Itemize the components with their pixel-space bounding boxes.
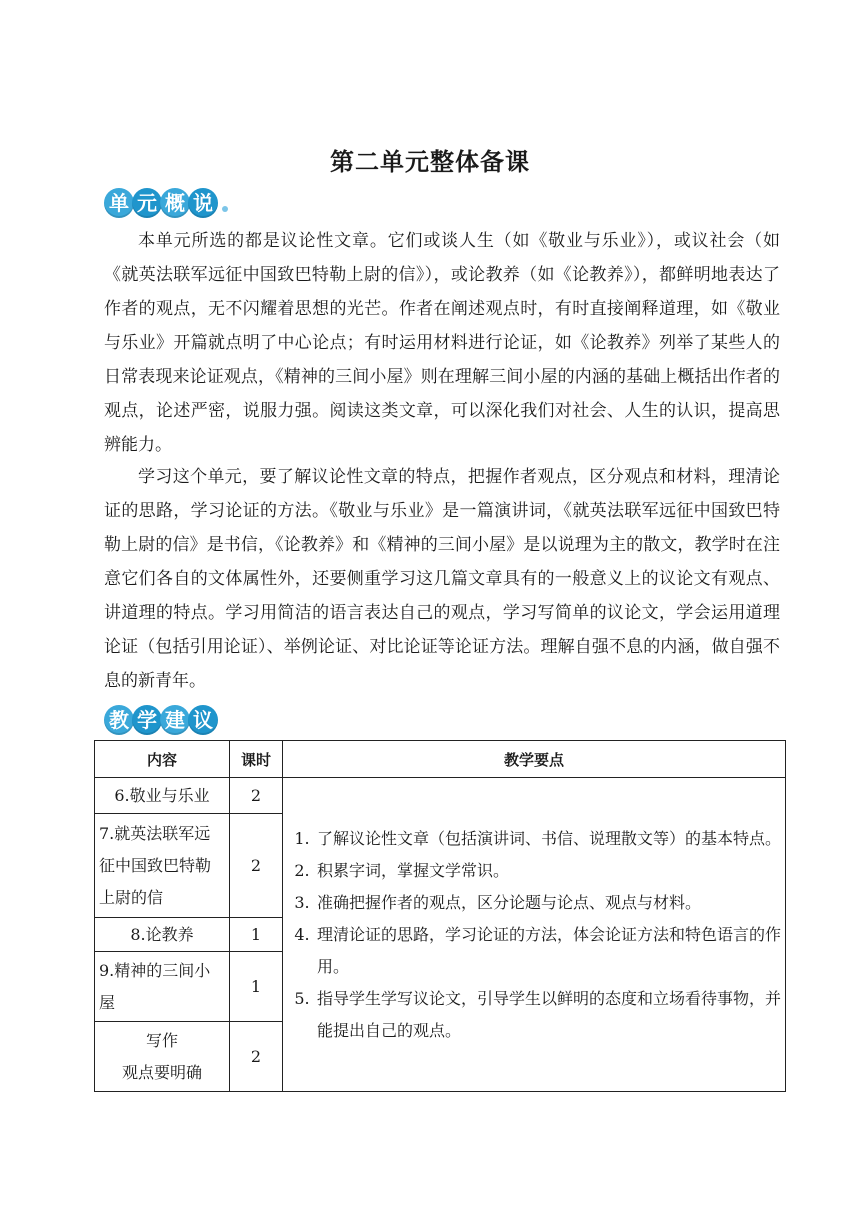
table-row bbox=[95, 778, 786, 814]
column-header-content: 内容 bbox=[95, 741, 230, 778]
key-point-text: 积累字词，掌握文学常识。 bbox=[317, 860, 510, 880]
key-point-text: 理清论证的思路，学习论证的方法，体会论证方法和特色语言的作用。 bbox=[317, 924, 782, 976]
badge-char: 建 bbox=[160, 705, 190, 735]
badge-char: 单 bbox=[104, 188, 134, 218]
section-badge-suggestions bbox=[104, 703, 216, 737]
column-header-key-points: 教学要点 bbox=[283, 741, 786, 778]
badge-char: 元 bbox=[132, 188, 162, 218]
lesson-cell: 6.敬业与乐业 bbox=[95, 778, 230, 814]
lesson-line: 观点要明确 bbox=[121, 1062, 202, 1082]
key-point-text: 指导学生学写议论文，引导学生以鲜明的态度和立场看待事物，并能提出自己的观点。 bbox=[317, 988, 782, 1040]
badge-char: 概 bbox=[160, 188, 190, 218]
section-badge-overview bbox=[104, 186, 228, 220]
key-point-item bbox=[287, 887, 781, 919]
hours-cell: 2 bbox=[230, 814, 283, 918]
decorative-dot-icon bbox=[222, 206, 228, 212]
key-point-item bbox=[287, 855, 781, 887]
teaching-plan-table bbox=[94, 740, 786, 1092]
overview-paragraph: 本单元所选的都是议论性文章。它们或谈人生（如《敬业与乐业》），或议社会（如《就英法联军远征中国致巴特勒上尉的信》），或论教养（如《论教养》），都鲜明地表达了作者的观点，无不闪耀着思想的光芒。作者在阐述观点时，有时直接阐释道理，如《敬业与乐业》开篇就点明了中心论点；有时运用材料进行论证，如《论教养》列举了某些人的日常表现来论证观点，《精神的三间小屋》则在理解三间小屋的内涵的基础上概括出作者的观点，论述严密，说服力强。阅读这类文章，可以深化我们对社会、人生的认识，提高思辨能力。 bbox=[104, 231, 780, 455]
hours-cell: 1 bbox=[230, 918, 283, 952]
hours-cell: 2 bbox=[230, 778, 283, 814]
overview-paragraph: 学习这个单元，要了解议论性文章的特点，把握作者观点，区分观点和材料，理清论证的思路，学习论证的方法。《敬业与乐业》是一篇演讲词，《就英法联军远征中国致巴特勒上尉的信》是书信，《论教养》和《精神的三间小屋》是以说理为主的散文，教学时在注意它们各自的文体属性外，还要侧重学习这几篇文章具有的一般意义上的议论文有观点、讲道理的特点。学习用简洁的语言表达自己的观点，学习写简单的议论文，学会运用道理论证（包括引用论证）、举例论证、对比论证等论证方法。理解自强不息的内涵，做自强不息的新青年。 bbox=[104, 467, 780, 691]
key-point-text: 了解议论性文章（包括演讲词、书信、说理散文等）的基本特点。 bbox=[317, 828, 782, 848]
lesson-cell bbox=[95, 1022, 230, 1092]
lesson-cell: 7.就英法联军远征中国致巴特勒上尉的信 bbox=[95, 814, 230, 918]
badge-char: 学 bbox=[132, 705, 162, 735]
hours-cell: 2 bbox=[230, 1022, 283, 1092]
lesson-cell: 9.精神的三间小屋 bbox=[95, 952, 230, 1022]
lesson-line: 写作 bbox=[145, 1030, 178, 1050]
key-points-cell bbox=[283, 778, 786, 1092]
key-point-item bbox=[287, 823, 781, 855]
key-point-number: 4. bbox=[294, 924, 310, 944]
key-point-item bbox=[287, 919, 781, 983]
hours-cell: 1 bbox=[230, 952, 283, 1022]
badge-char: 教 bbox=[104, 705, 134, 735]
lesson-cell: 8.论教养 bbox=[95, 918, 230, 952]
key-point-text: 准确把握作者的观点，区分论题与论点、观点与材料。 bbox=[317, 892, 702, 912]
badge-char: 说 bbox=[188, 188, 218, 218]
key-point-number: 2. bbox=[294, 860, 310, 880]
key-points-list bbox=[287, 823, 781, 1047]
key-point-number: 1. bbox=[294, 828, 310, 848]
key-point-item bbox=[287, 983, 781, 1047]
page-title: 第二单元整体备课 bbox=[330, 148, 530, 176]
table-header-row bbox=[95, 741, 786, 778]
key-point-number: 3. bbox=[294, 892, 310, 912]
column-header-hours: 课时 bbox=[230, 741, 283, 778]
key-point-number: 5. bbox=[294, 988, 310, 1008]
badge-char: 议 bbox=[188, 705, 218, 735]
